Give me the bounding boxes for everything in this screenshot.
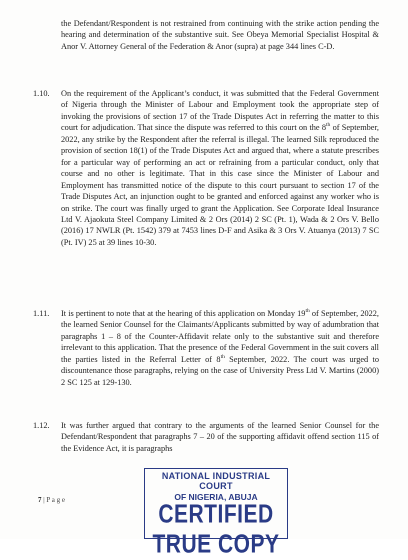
paragraph-number: 1.11. — [33, 309, 50, 318]
paragraph-1-12 — [61, 420, 379, 454]
paragraph-text: On the requirement of the Applicant’s conduct, it was submitted that the Federal Government of Nigeria through the Minister of Labour and Employment took the appropriate step of invoking the provisions of section 17 of the Trade Disputes Act in referring the matter to this court for adjudication. That since the dispute was referred to this court on the 8th of September, 2022, any strike by the Respondent after the referral is illegal. The learned Silk reproduced the provision of section 18(1) of the Trade Disputes Act and argued that, where a statute prescribes for a particular way of performing an act or refraining from a particular conduct, only that course and no other is legitimate. That in this case since the Minister of Labour and Employment has transmitted notice of the dispute to this court pursuant to section 17 of the Trade Disputes Act, an injunction ought to be granted and enforced against any worker who is on strike. The court was finally urged to grant the Application. See Corporate Ideal Insurance Ltd V. Ajaokuta Steel Company Limited & 2 Ors (2014) 2 SC (Pt. 1), Wada & 2 Ors V. Bello (2016) 17 NWLR (Pt. 1542) 379 at 7453 lines D-F and Asika & 3 Ors V. Atuanya (2013) 7 SC (Pt. IV) 25 at 39 lines 10-30. — [61, 89, 379, 247]
paragraph-text: the Defendant/Respondent is not restrained from continuing with the strike action pending the hearing and determination of the substantive suit. See Obeya Memorial Specialist Hospital & Anor V. Attorney General of the Federation & Anor (supra) at page 344 lines C-D. — [61, 19, 379, 51]
page-footer: 7 | P a g e — [38, 496, 66, 504]
paragraph-text: It is pertinent to note that at the hearing of this application on Monday 19th of September, 2022, the learned Senior Counsel for the Claimants/Applicants submitted by way of adumbration that paragraphs 1 – 8 of the Counter-Affidavit relate only to the substantive suit and therefore irrelevant to this application. That the presence of the Federal Government in the suit covers all the parties listed in the Referral Letter of 8th September, 2022. The court was urged to discountenance those paragraphs, relying on the case of University Press Ltd V. Martins (2000) 2 SC 125 at 129-130. — [61, 308, 379, 387]
paragraph-text: It was further argued that contrary to the arguments of the learned Senior Counsel for the Defendant/Respondent that paragraphs 7 – 20 of the supporting affidavit offend section 115 of the Evidence Act, it is paragraphs — [61, 421, 379, 453]
certified-true-copy-stamp — [144, 468, 288, 559]
paragraph-number: 1.10. — [33, 89, 50, 98]
paragraph-continuation — [61, 18, 379, 52]
paragraph-1-11 — [61, 308, 379, 388]
page-word: P a g e — [46, 496, 66, 504]
stamp-court-name: NATIONAL INDUSTRIAL COURT — [161, 471, 271, 491]
paragraph-number: 1.12. — [33, 421, 50, 430]
stamp-location: OF NIGERIA, ABUJA — [174, 492, 258, 502]
page-number: 7 — [38, 496, 42, 504]
paragraph-1-10 — [61, 88, 379, 248]
stamp-certified-text: CERTIFIED TRUE COPY — [152, 500, 280, 559]
